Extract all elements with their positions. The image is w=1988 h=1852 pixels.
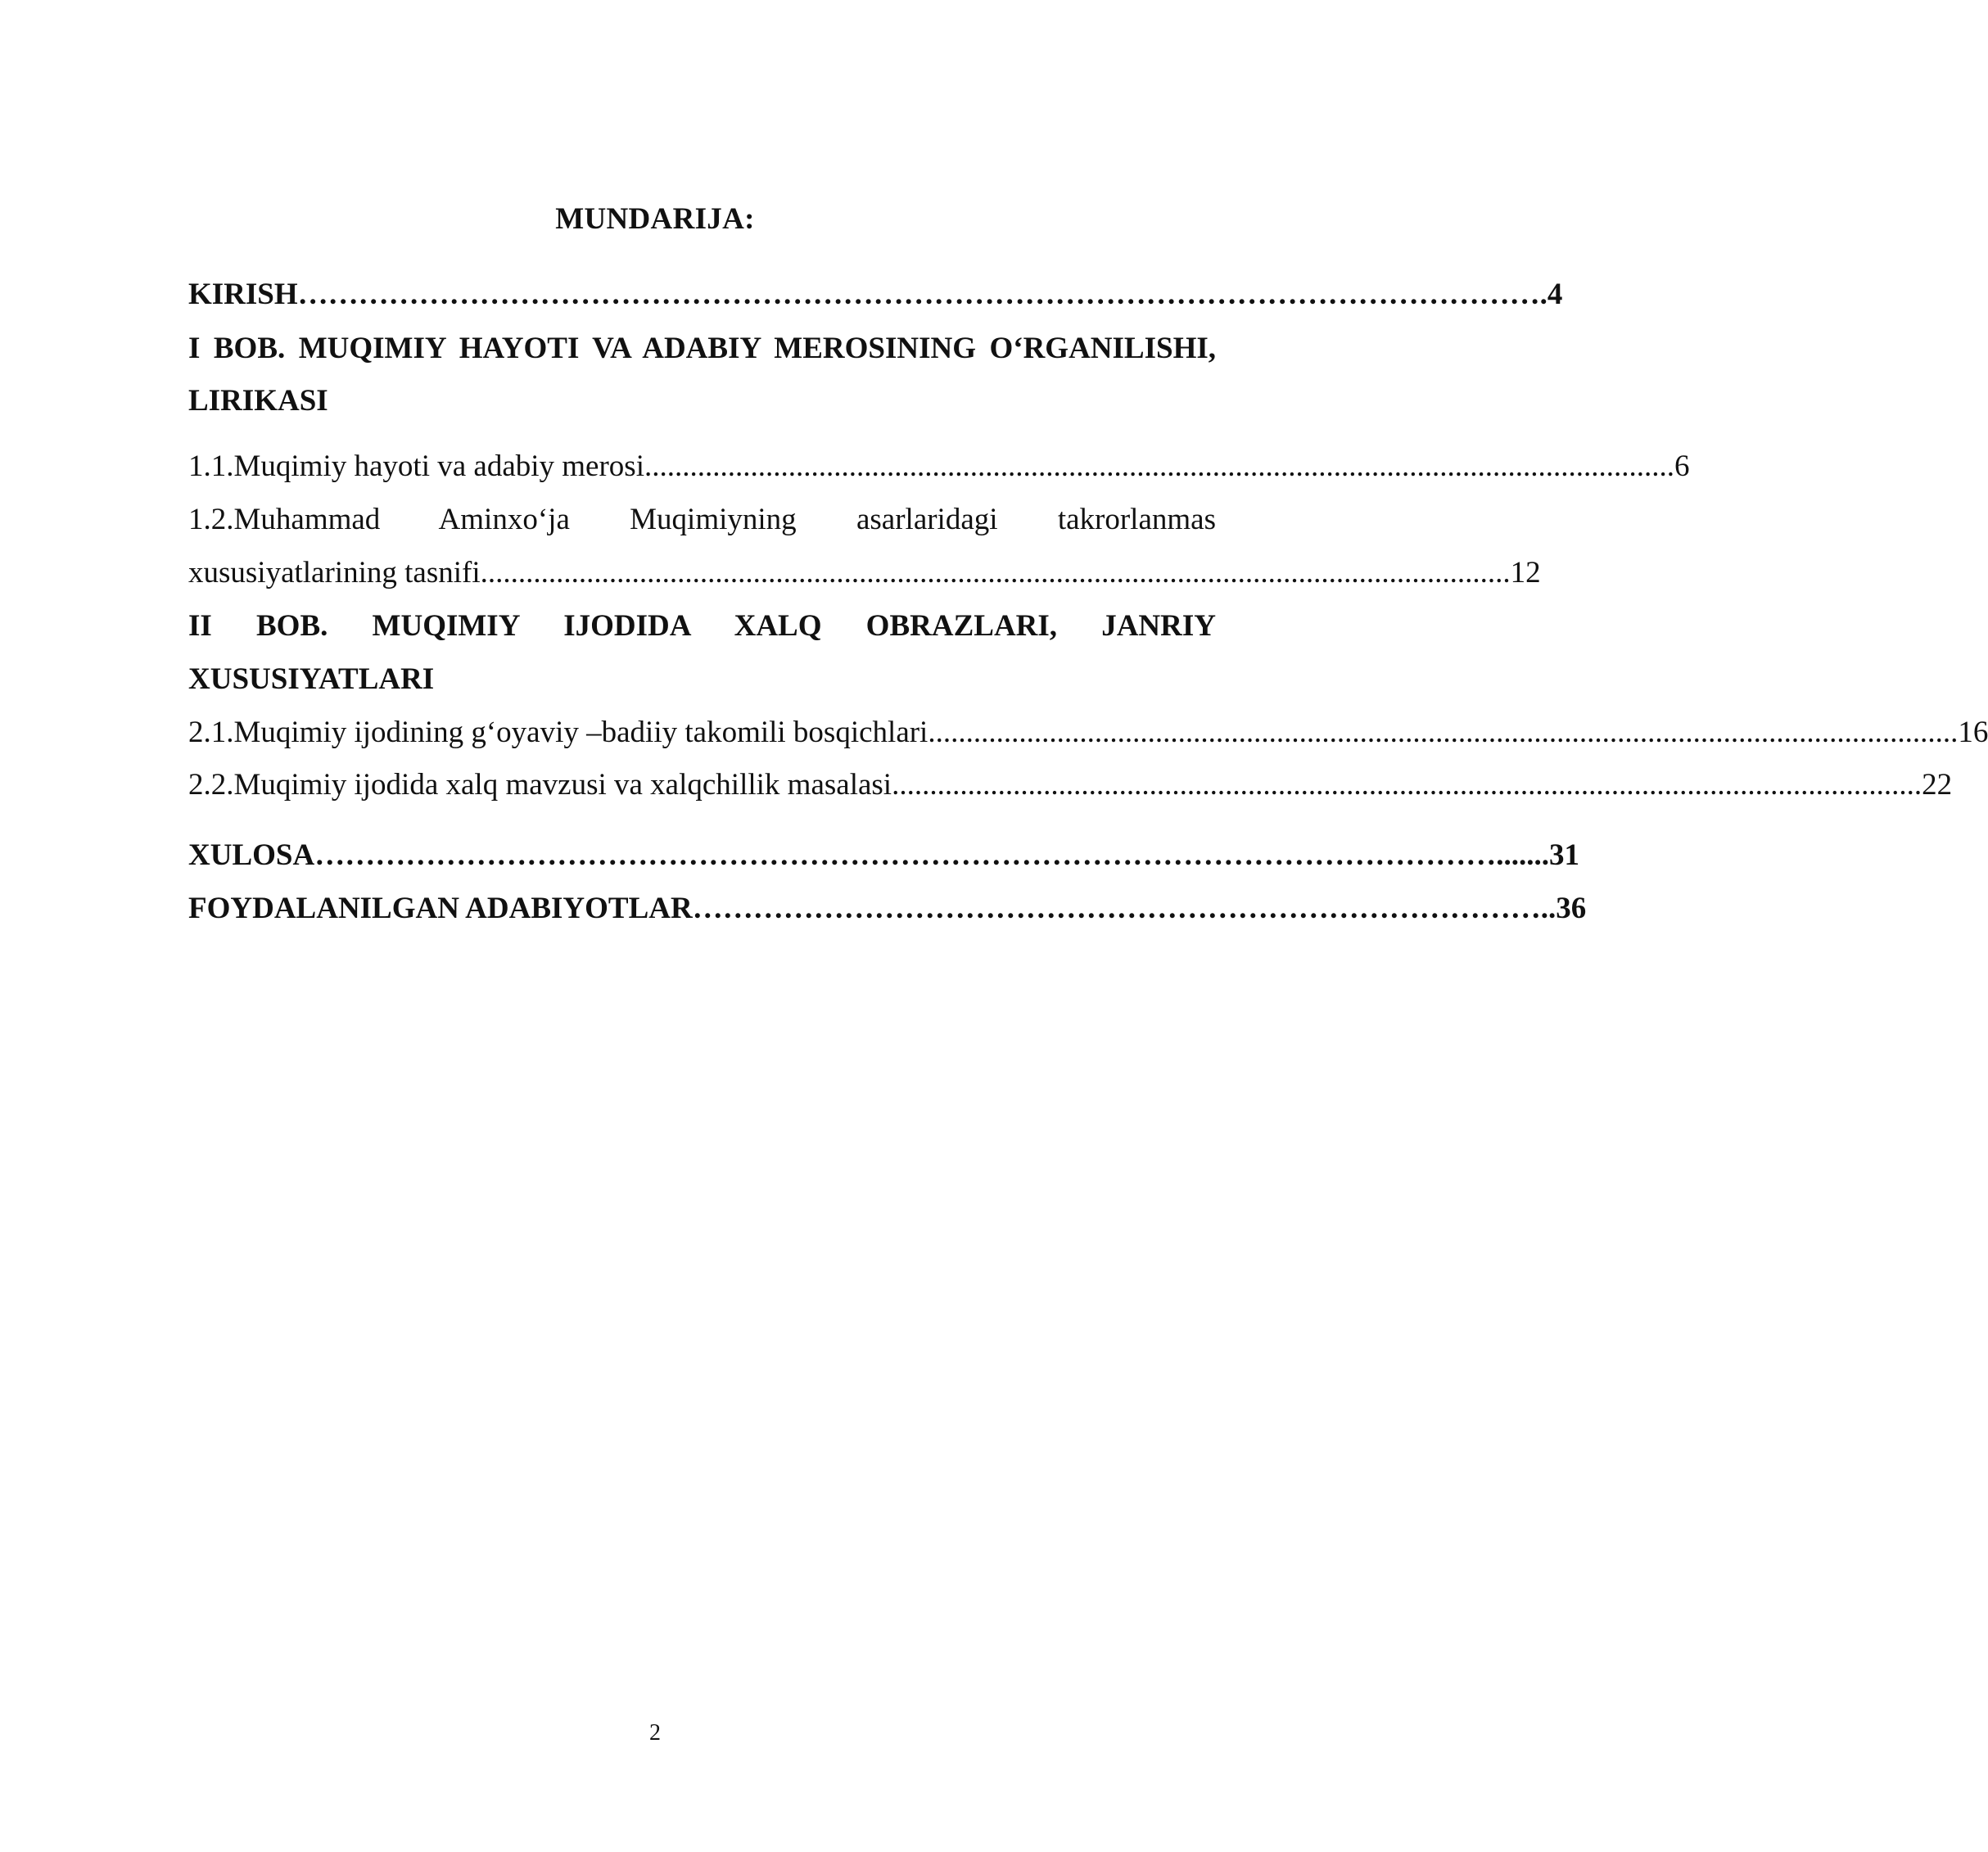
toc-entry-2-2[interactable] <box>188 767 1953 803</box>
toc-chapter-1-line-2[interactable]: LIRIKASI <box>188 384 328 418</box>
toc-page-number: 22 <box>1922 768 1953 802</box>
toc-page-number: 16 <box>1958 716 1988 749</box>
page-number: 2 <box>649 1720 661 1746</box>
toc-entry-1-2-line-2[interactable] <box>188 555 1541 591</box>
toc-entry-label: FOYDALANILGAN ADABIYOTLAR <box>188 892 693 925</box>
toc-entry-2-1[interactable] <box>188 715 1988 751</box>
dot-leader: ........................................................................................................................................ <box>644 449 1674 483</box>
toc-entry-xulosa[interactable] <box>188 838 1579 874</box>
toc-page-number: 36 <box>1556 892 1587 925</box>
dot-leader: ……………………………………………………………………………………………………………. <box>297 278 1547 311</box>
toc-entry-1-2-line-1[interactable]: 1.2.Muhammad Aminxo‘ja Muqimiyning asarlaridagi takrorlanmas <box>188 503 1216 536</box>
page-title: MUNDARIJA: <box>555 202 755 236</box>
toc-entry-kirish[interactable] <box>188 277 1563 313</box>
toc-chapter-2-line-1[interactable]: II BOB. MUQIMIY IJODIDA XALQ OBRAZLARI, JANRIY <box>188 609 1216 643</box>
toc-chapter-1-line-1[interactable]: I BOB. MUQIMIY HAYOTI VA ADABIY MEROSINING O‘RGANILISHI, <box>188 332 1216 365</box>
dot-leader: ………………………………………………………………………………………………………....... <box>314 838 1549 872</box>
toc-entry-label: 1.1.Muqimiy hayoti va adabiy merosi <box>188 449 644 483</box>
toc-entry-label: KIRISH <box>188 278 298 311</box>
toc-entry-label: xususiyatlarining tasnifi <box>188 556 481 589</box>
toc-chapter-2-line-2[interactable]: XUSUSIYATLARI <box>188 662 435 696</box>
dot-leader: ………………………………………………………………………….. <box>692 892 1557 925</box>
toc-entry-label: 2.2.Muqimiy ijodida xalq mavzusi va xalqchillik masalasi <box>188 768 892 802</box>
toc-entry-1-1[interactable] <box>188 449 1690 485</box>
toc-entry-label: XULOSA <box>188 838 315 872</box>
dot-leader: ........................................................................................................................................ <box>892 768 1922 802</box>
dot-leader: ........................................................................................................................................ <box>928 716 1959 749</box>
toc-page-number: 31 <box>1548 838 1579 872</box>
toc-page-number: 4 <box>1547 278 1563 311</box>
dot-leader: ........................................................................................................................................ <box>480 556 1511 589</box>
toc-page-number: 12 <box>1510 556 1541 589</box>
toc-entry-adabiyotlar[interactable] <box>188 891 1587 927</box>
toc-entry-label: 2.1.Muqimiy ijodining g‘oyaviy –badiiy takomili bosqichlari <box>188 716 928 749</box>
toc-page-number: 6 <box>1674 449 1690 483</box>
